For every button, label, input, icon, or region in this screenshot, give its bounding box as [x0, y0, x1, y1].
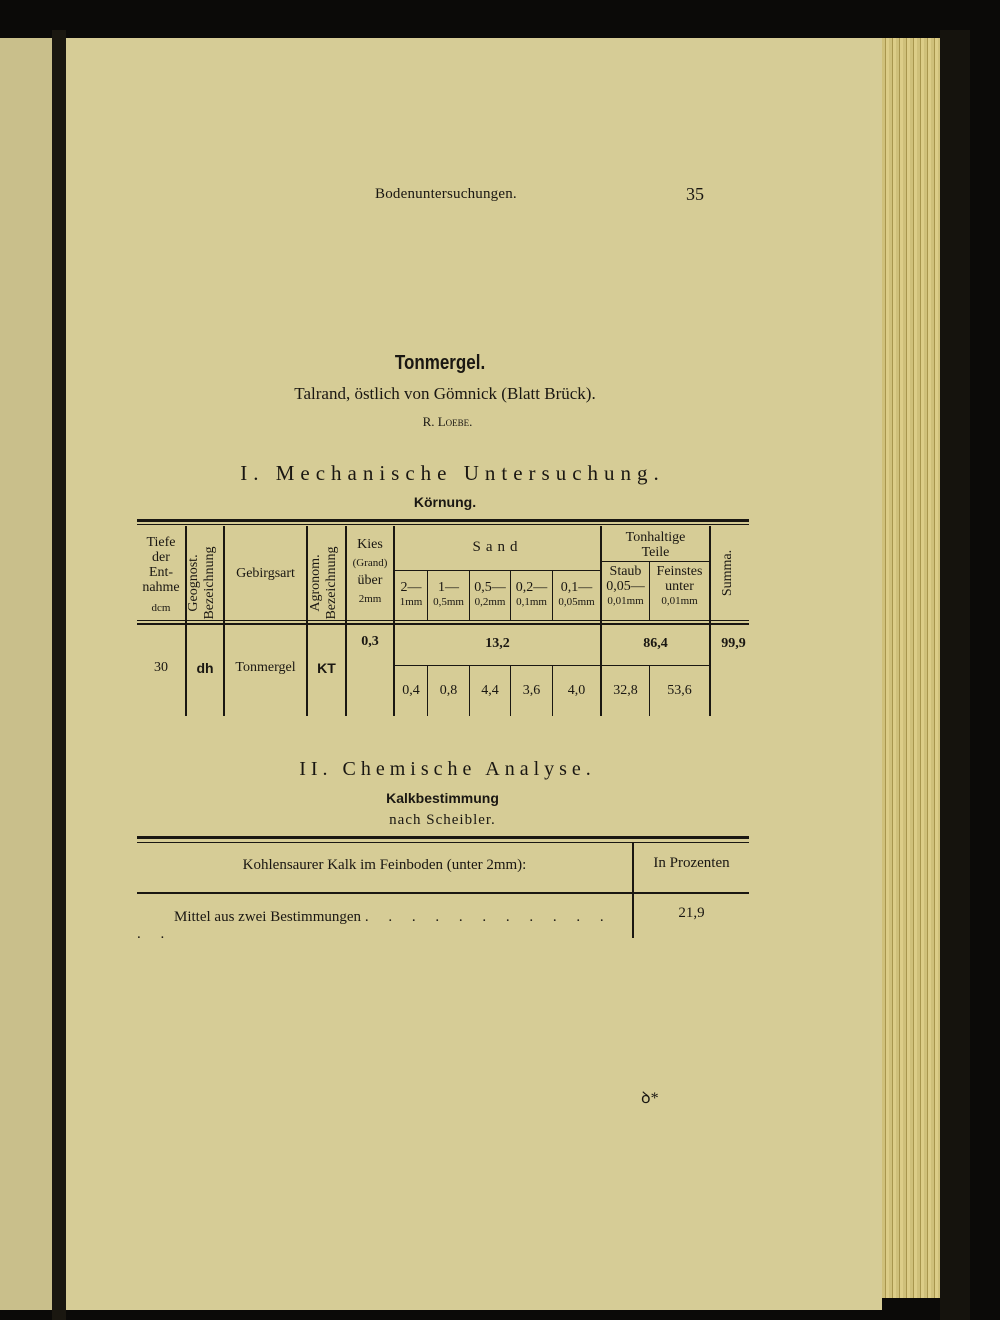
signature-mark: ꝺ* — [641, 1090, 659, 1107]
lime-col2-header: In Prozenten — [653, 855, 730, 871]
cell-geognost: dh — [196, 660, 214, 676]
cell-staub: 32,8 — [613, 683, 638, 698]
cell-ton-total: 86,4 — [643, 636, 668, 651]
header-agronom: Agronom. Bezeichnung — [308, 546, 339, 620]
page-edges — [882, 38, 940, 1298]
book-gutter — [52, 30, 66, 1320]
cell-sand-1: 0,4 — [402, 683, 420, 698]
header-kies: Kies (Grand) über 2mm — [352, 537, 388, 605]
header-tiefe: Tiefe der Ent- nahme dcm — [142, 535, 180, 614]
cell-sand-5: 4,0 — [567, 683, 586, 698]
cell-feinstes: 53,6 — [667, 683, 692, 698]
lime-col1-header: Kohlensaurer Kalk im Feinboden (unter 2mm): — [242, 857, 527, 873]
cell-sand-2: 0,8 — [439, 683, 458, 698]
lime-row-value: 21,9 — [678, 905, 705, 921]
header-sand-4: 0,2— 0,1mm — [515, 580, 548, 608]
header-sand-1: 2— 1mm — [399, 580, 423, 608]
cell-agronom: KT — [317, 660, 336, 676]
section1-subheading: Körnung. — [413, 494, 477, 510]
left-page-edge — [0, 38, 55, 1310]
lime-row: Mittel aus zwei Bestimmungen . . . . . . . . . . . . . — [137, 909, 612, 942]
header-sand-3: 0,5— 0,2mm — [474, 580, 506, 608]
book-cover-edge — [940, 30, 970, 1320]
cell-tiefe: 30 — [154, 660, 168, 675]
header-sand-2: 1— 0,5mm — [433, 580, 464, 608]
author: R. Loebe. — [422, 414, 473, 429]
page-number: 35 — [686, 184, 704, 204]
document-subtitle: Talrand, östlich von Gömnick (Blatt Brück). — [294, 384, 596, 403]
lime-row-label: Mittel aus zwei Bestimmungen — [174, 909, 362, 925]
header-summa: Summa. — [720, 549, 735, 597]
header-sand: Sand — [472, 539, 523, 555]
header-geognost: Geognost. Bezeichnung — [186, 546, 217, 620]
header-sand-5: 0,1— 0,05mm — [558, 580, 595, 608]
header-staub: Staub 0,05— 0,01mm — [606, 564, 645, 607]
cell-sand-4: 3,6 — [522, 683, 541, 698]
section2-method: nach Scheibler. — [389, 812, 496, 828]
section2-heading: II. Chemische Analyse. — [299, 758, 596, 780]
cell-sand-total: 13,2 — [485, 636, 510, 651]
header-gebirgsart: Gebirgsart — [236, 566, 295, 581]
cell-gebirgsart: Tonmergel — [235, 660, 296, 675]
header-feinstes: Feinstes unter 0,01mm — [656, 564, 703, 607]
cell-sand-3: 4,4 — [481, 683, 499, 698]
section1-heading: I. Mechanische Untersuchung. — [240, 461, 665, 485]
document-title: Tonmergel. — [394, 352, 486, 374]
cell-summa: 99,9 — [721, 636, 746, 651]
running-title: Bodenuntersuchungen. — [375, 186, 517, 202]
cell-kies: 0,3 — [361, 634, 379, 649]
section2-subheading: Kalkbestimmung — [386, 790, 499, 806]
header-tonhaltige: Tonhaltige Teile — [625, 530, 686, 560]
